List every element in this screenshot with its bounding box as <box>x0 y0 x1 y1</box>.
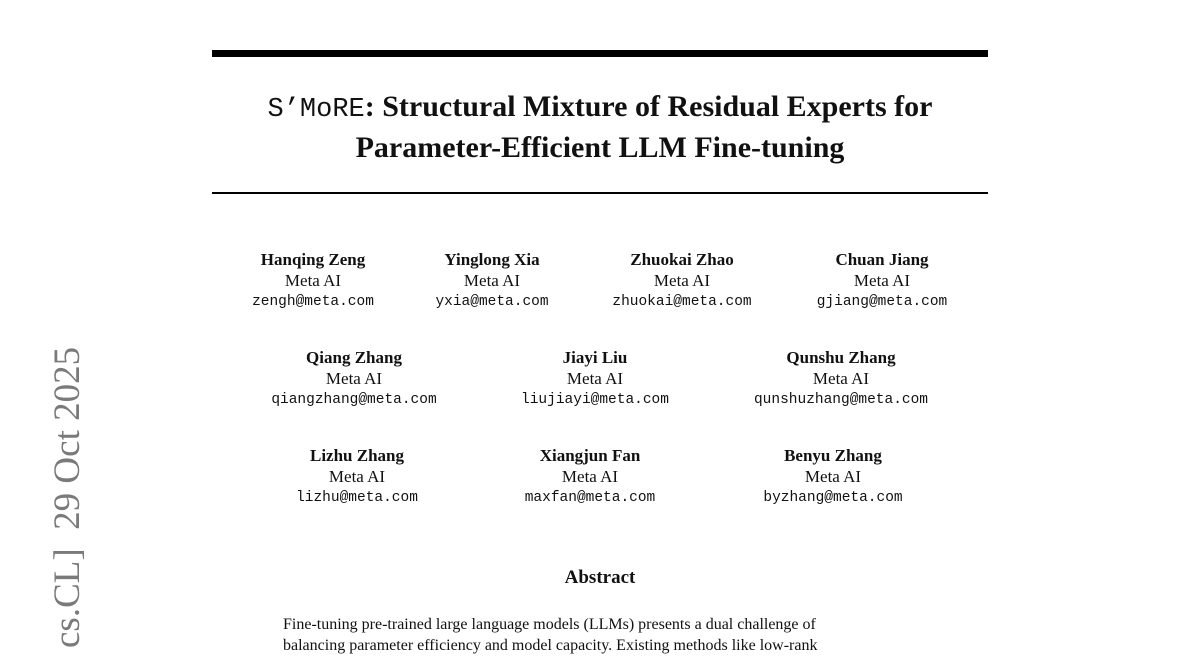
author-email: gjiang@meta.com <box>816 294 948 310</box>
author-email: lizhu@meta.com <box>296 490 418 506</box>
title-line-1 <box>212 88 988 129</box>
author-email: qunshuzhang@meta.com <box>753 392 929 408</box>
author-email: zhuokai@meta.com <box>612 294 752 310</box>
author-block <box>723 445 943 509</box>
author-name: Benyu Zhang <box>784 446 882 465</box>
author-name: Qunshu Zhang <box>786 348 896 367</box>
author-affiliation: Meta AI <box>653 271 711 290</box>
author-email: qiangzhang@meta.com <box>271 392 437 408</box>
author-block <box>772 249 992 313</box>
author-email: zengh@meta.com <box>252 294 374 310</box>
title-line-2: Parameter-Efficient LLM Fine-tuning <box>355 131 845 164</box>
arxiv-stamp-text: cs.CL] 29 Oct 2025 <box>47 346 88 648</box>
title-line-1-text: : Structural Mixture of Residual Experts for <box>364 90 933 123</box>
author-affiliation: Meta AI <box>804 467 862 486</box>
author-affiliation: Meta AI <box>561 467 619 486</box>
author-name: Zhuokai Zhao <box>630 250 734 269</box>
abstract-line: Fine-tuning pre-trained large language models (LLMs) presents a dual challenge of <box>283 616 816 633</box>
author-email: byzhang@meta.com <box>763 490 903 506</box>
author-affiliation: Meta AI <box>853 271 911 290</box>
author-affiliation: Meta AI <box>463 271 521 290</box>
author-email: liujiayi@meta.com <box>521 392 669 408</box>
abstract-heading: Abstract <box>564 567 636 588</box>
author-name: Yinglong Xia <box>444 250 540 269</box>
author-name: Jiayi Liu <box>562 348 628 367</box>
author-email: yxia@meta.com <box>435 294 549 310</box>
title-bottom-rule <box>212 192 988 194</box>
author-block <box>485 347 705 411</box>
paper-title <box>212 88 988 166</box>
author-name: Chuan Jiang <box>835 250 929 269</box>
author-affiliation: Meta AI <box>284 271 342 290</box>
author-block <box>480 445 700 509</box>
author-name: Lizhu Zhang <box>309 446 404 465</box>
author-block <box>731 347 951 411</box>
author-name: Qiang Zhang <box>306 348 402 367</box>
author-affiliation: Meta AI <box>812 369 870 388</box>
author-email: maxfan@meta.com <box>524 490 656 506</box>
title-top-rule <box>212 50 988 57</box>
author-block <box>247 445 467 509</box>
author-affiliation: Meta AI <box>328 467 386 486</box>
arxiv-identifier-stamp <box>48 347 88 648</box>
author-name: Hanqing Zeng <box>260 250 366 269</box>
abstract-line: balancing parameter efficiency and model capacity. Existing methods like low-rank <box>283 637 818 654</box>
author-affiliation: Meta AI <box>325 369 383 388</box>
method-name: S’MoRE <box>267 95 365 125</box>
author-affiliation: Meta AI <box>566 369 624 388</box>
author-name: Xiangjun Fan <box>539 446 641 465</box>
author-block <box>572 249 792 313</box>
author-block <box>244 347 464 411</box>
abstract-body <box>283 614 923 656</box>
author-block <box>382 249 602 313</box>
